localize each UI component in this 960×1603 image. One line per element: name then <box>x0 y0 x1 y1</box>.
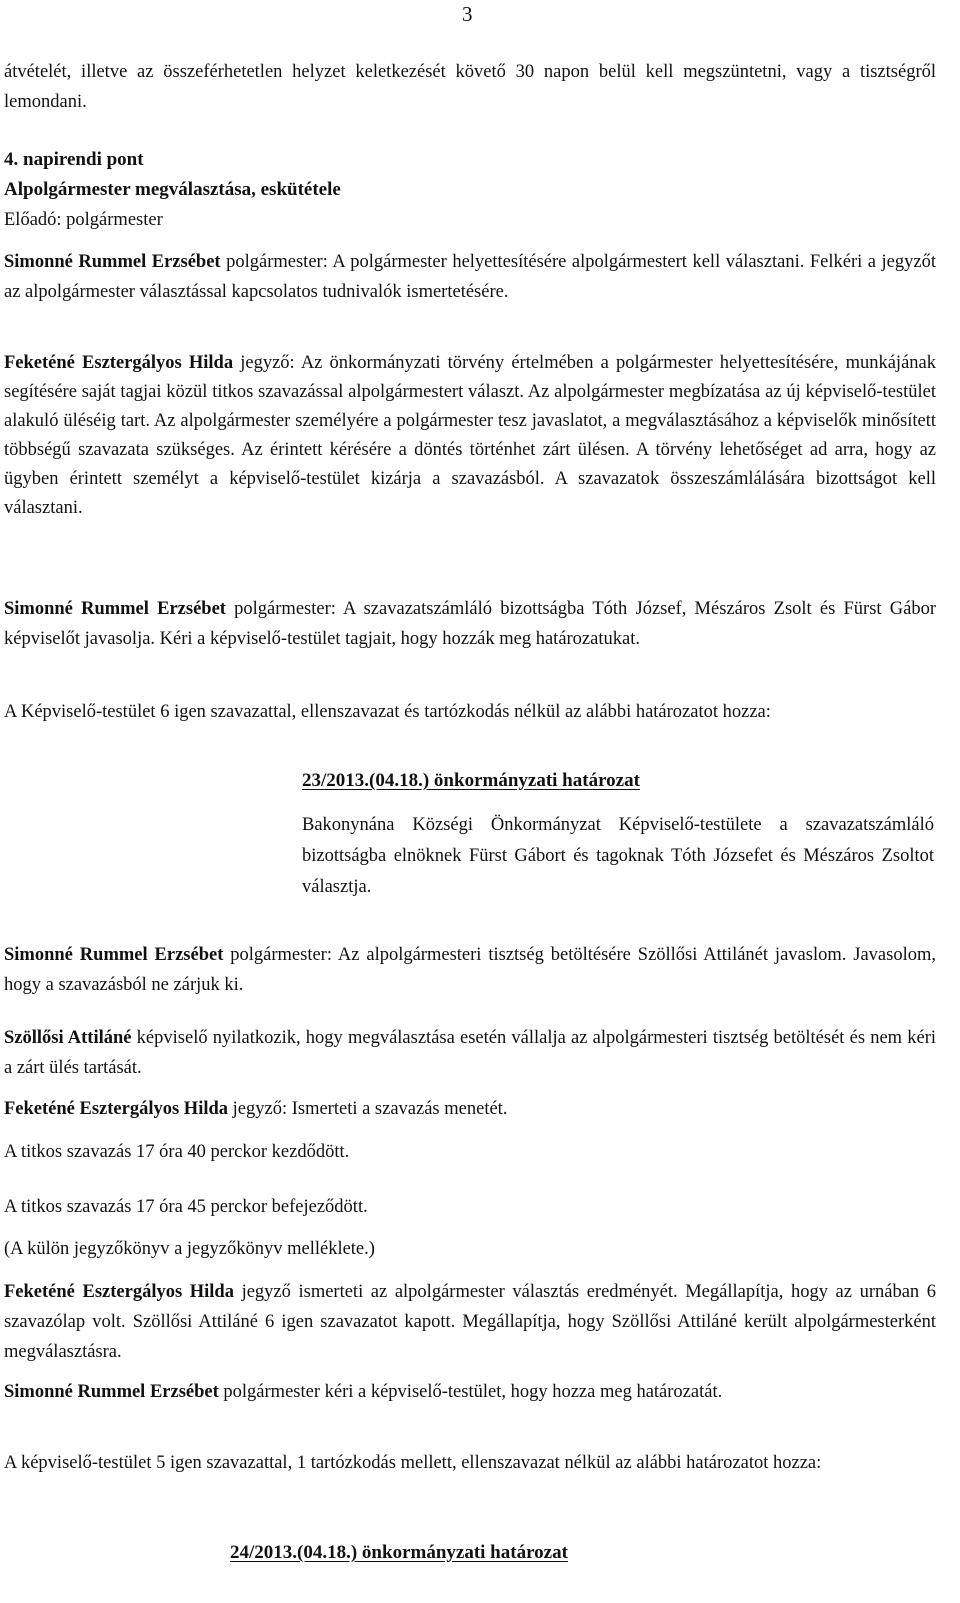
speaker-name: Feketéné Esztergályos Hilda <box>4 353 234 373</box>
speech-text: jegyző: Ismerteti a szavazás menetét. <box>228 1099 508 1119</box>
paragraph-mayor-2 <box>4 594 936 654</box>
agenda-presenter: Előadó: polgármester <box>4 210 163 230</box>
paragraph-mayor-4 <box>4 1377 936 1407</box>
paragraph-notary-3 <box>4 1277 936 1367</box>
speaker-name: Simonné Rummel Erzsébet <box>4 252 221 272</box>
speaker-name: Szöllősi Attiláné <box>4 1028 132 1048</box>
resolution-text-23: Bakonynána Községi Önkormányzat Képviselő-testülete a szavazatszámláló bizottságba elnöknek Fürst Gábort és tagoknak Tóth Józsefet és Mészáros Zsoltot választja. <box>302 815 934 897</box>
speaker-name: Feketéné Esztergályos Hilda <box>4 1282 234 1302</box>
speaker-name: Simonné Rummel Erzsébet <box>4 1382 219 1402</box>
speaker-name: Simonné Rummel Erzsébet <box>4 599 226 619</box>
speech-text: jegyző: Az önkormányzati törvény értelmében a polgármester helyettesítésére, munkájának segítésére saját tagjai közül titkos szavazással alpolgármestert választ. Az alpolgármester megbízatása az új képviselő-testület alakuló üléséig tart. Az alpolgármester személyére a polgármester tesz javaslatot, a megválasztásához a képviselők minősített többségű szavazata szükséges. Az érintett kérésére a döntés történhet zárt ülésen. A törvény lehetőséget ad arra, hogy az ügyben érintett személyt a képviselő-testület kizárja a szavazásból. A szavazatok összeszámlálására bizottságot kell választani. <box>4 353 936 518</box>
resolution-number-23: 23/2013.(04.18.) önkormányzati határozat <box>302 770 640 791</box>
paragraph-intro: átvételét, illetve az összeférhetetlen helyzet keletkezését követő 30 napon belül kell megszüntetni, vagy a tisztségről lemondani. <box>4 62 936 112</box>
agenda-title: Alpolgármester megválasztása, eskütétele <box>4 179 341 200</box>
speech-text: polgármester: Az alpolgármesteri tisztség betöltésére Szöllősi Attilánét javaslom. Javasolom, hogy a szavazásból ne zárjuk ki. <box>4 945 936 995</box>
speaker-name: Simonné Rummel Erzsébet <box>4 945 224 965</box>
paragraph-vote-start: A titkos szavazás 17 óra 40 perckor kezdődött. <box>4 1142 350 1162</box>
paragraph-vote-2: A képviselő-testület 5 igen szavazattal, 1 tartózkodás mellett, ellenszavazat nélkül az alábbi határozatot hozza: <box>4 1453 822 1473</box>
speech-text: polgármester: A szavazatszámláló bizottságba Tóth József, Mészáros Zsolt és Fürst Gábor képviselőt javasolja. Kéri a képviselő-testület tagjait, hogy hozzák meg határozatukat. <box>4 599 936 649</box>
paragraph-mayor-1 <box>4 247 936 307</box>
paragraph-notary-2 <box>4 1094 936 1124</box>
agenda-block <box>4 145 936 235</box>
paragraph-vote-end: A titkos szavazás 17 óra 45 perckor befejeződött. <box>4 1197 368 1217</box>
paragraph-representative <box>4 1023 936 1083</box>
resolution-number-24: 24/2013.(04.18.) önkormányzati határozat <box>230 1542 568 1563</box>
paragraph-vote-1: A Képviselő-testület 6 igen szavazattal, ellenszavazat és tartózkodás nélkül az alábbi határozatot hozza: <box>4 702 771 722</box>
speech-text: képviselő nyilatkozik, hogy megválasztása esetén vállalja az alpolgármesteri tisztség betöltését és nem kéri a zárt ülés tartását. <box>4 1028 937 1078</box>
paragraph-mayor-3 <box>4 940 936 1000</box>
page-number: 3 <box>462 2 473 26</box>
paragraph-attachment-note: (A külön jegyzőkönyv a jegyzőkönyv melléklete.) <box>4 1239 375 1259</box>
speaker-name: Feketéné Esztergályos Hilda <box>4 1099 229 1119</box>
speech-text: jegyző ismerteti az alpolgármester választás eredményét. Megállapítja, hogy az urnában 6 szavazólap volt. Szöllősi Attiláné 6 igen szavazatot kapott. Megállapítja, hogy Szöllősi Attiláné került alpolgármesterként megválasztásra. <box>4 1282 937 1362</box>
speech-text: polgármester: A polgármester helyettesítésére alpolgármestert kell választani. Felkéri a jegyzőt az alpolgármester választással kapcsolatos tudnivalók ismertetésére. <box>4 252 936 302</box>
agenda-number: 4. napirendi pont <box>4 149 144 170</box>
paragraph-notary-1 <box>4 349 936 523</box>
speech-text: polgármester kéri a képviselő-testület, hogy hozza meg határozatát. <box>218 1382 723 1402</box>
